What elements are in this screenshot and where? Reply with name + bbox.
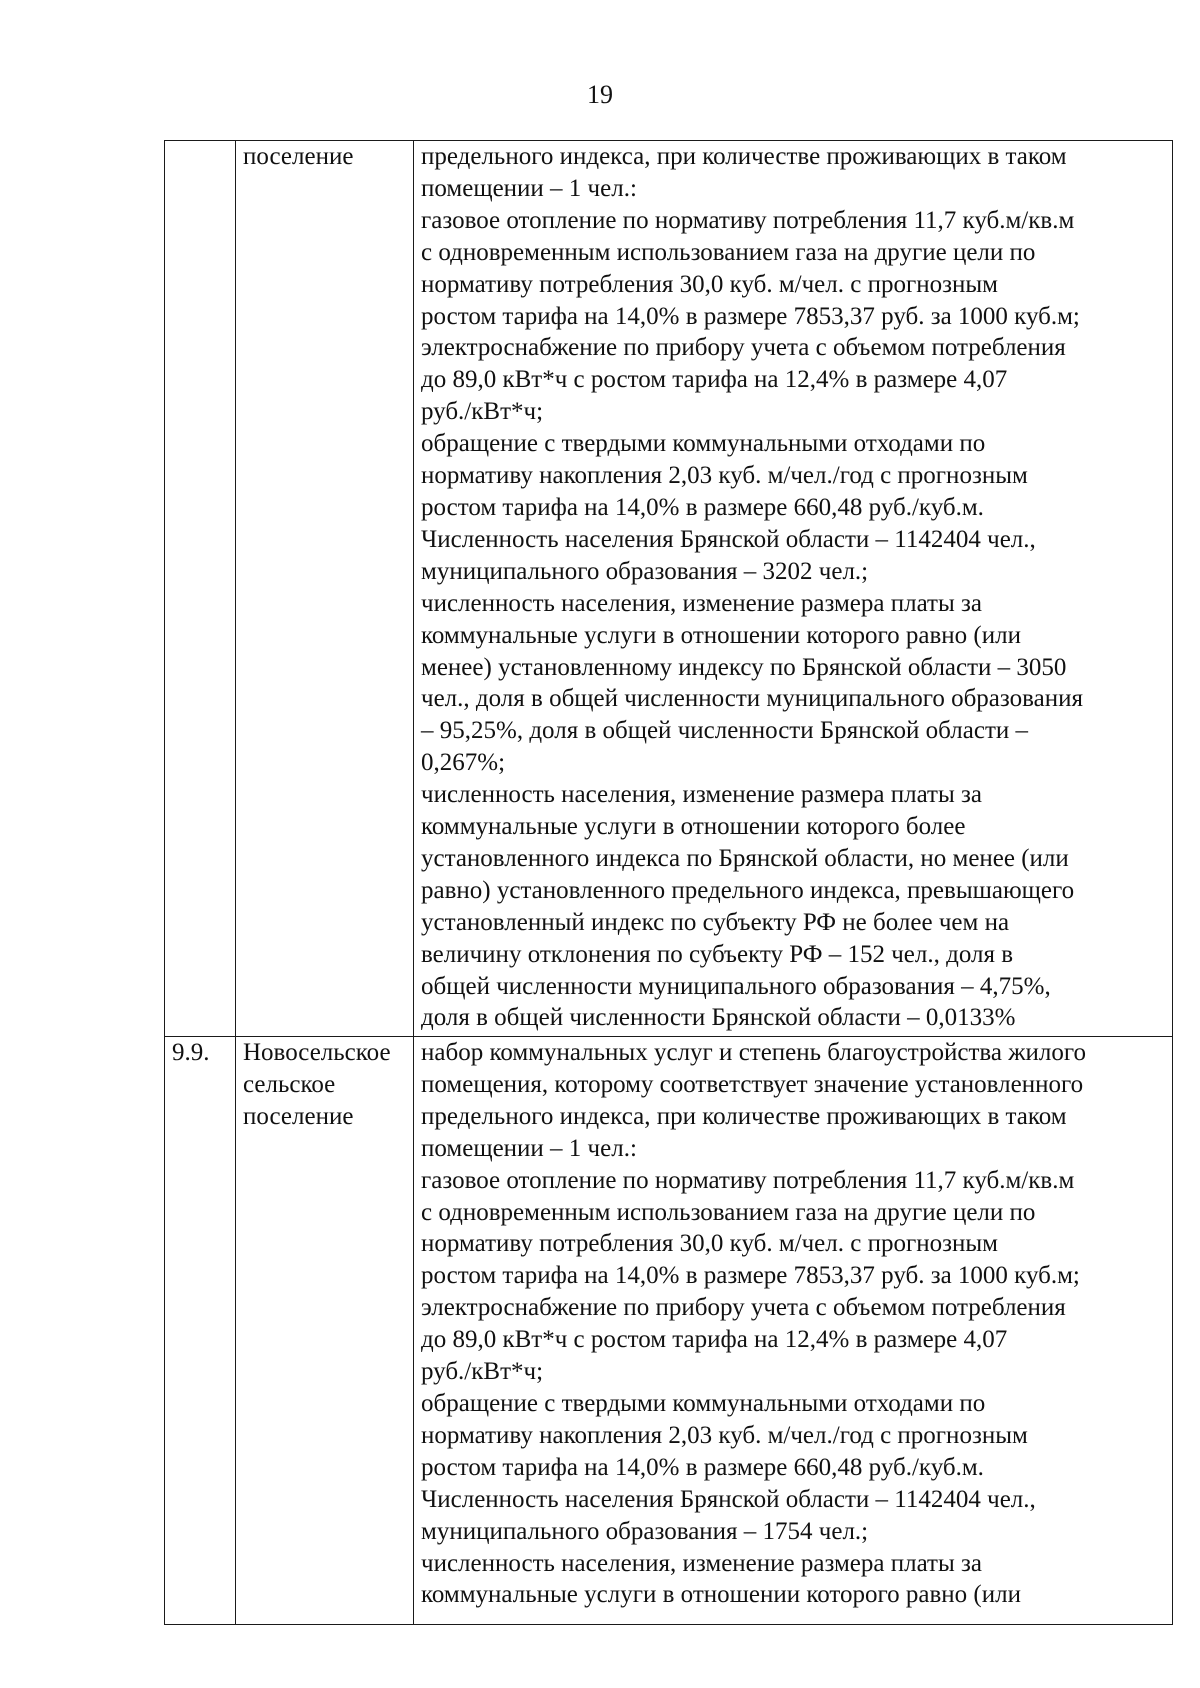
- text-line: помещения, которому соответствует значение установленного: [421, 1070, 1084, 1098]
- text-line: муниципального образования – 3202 чел.;: [421, 557, 869, 585]
- text-line: обращение с твердыми коммунальными отходами по: [421, 1389, 986, 1417]
- text-line: величину отклонения по субъекту РФ – 152 чел., доля в: [421, 940, 1014, 968]
- text-line: нормативу потребления 30,0 куб. м/чел. с прогнозным: [421, 1230, 998, 1258]
- text-line: ростом тарифа на 14,0% в размере 660,48 руб./куб.м.: [421, 493, 984, 521]
- text-line: равно) установленного предельного индекса, превышающего: [421, 876, 1075, 904]
- text-line: ростом тарифа на 14,0% в размере 7853,37 руб. за 1000 куб.м;: [421, 302, 1080, 330]
- text-line: электроснабжение по прибору учета с объемом потребления: [421, 1294, 1066, 1322]
- tariff-table: [164, 140, 1173, 1625]
- text-line: с одновременным использованием газа на другие цели по: [421, 238, 1036, 266]
- text-line: ростом тарифа на 14,0% в размере 660,48 руб./куб.м.: [421, 1453, 984, 1481]
- text-line: нормативу накопления 2,03 куб. м/чел./год с прогнозным: [421, 462, 1028, 490]
- text-line: электроснабжение по прибору учета с объемом потребления: [421, 334, 1066, 362]
- text-line: менее) установленному индексу по Брянской области – 3050: [421, 653, 1067, 681]
- text-line: помещении – 1 чел.:: [421, 174, 637, 202]
- text-line: общей численности муниципального образования – 4,75%,: [421, 972, 1051, 1000]
- table-row: [165, 141, 1173, 1037]
- text-line: 0,267%;: [421, 749, 506, 777]
- text-line: нормативу накопления 2,03 куб. м/чел./год с прогнозным: [421, 1421, 1028, 1449]
- text-line: Численность населения Брянской области – 1142404 чел.,: [421, 525, 1036, 553]
- text-line: обращение с твердыми коммунальными отходами по: [421, 430, 986, 458]
- text-line: чел., доля в общей численности муниципального образования: [421, 685, 1083, 713]
- row-number-cell: 9.9.: [165, 1037, 236, 1625]
- text-line: коммунальные услуги в отношении которого более: [421, 813, 966, 841]
- text-line: муниципального образования – 1754 чел.;: [421, 1517, 869, 1545]
- text-line: коммунальные услуги в отношении которого равно (или: [421, 1581, 1021, 1609]
- page-number: 19: [587, 80, 613, 109]
- text-line: установленного индекса по Брянской области, но менее (или: [421, 844, 1069, 872]
- text-line: коммунальные услуги в отношении которого равно (или: [421, 621, 1021, 649]
- text-line: предельного индекса, при количестве проживающих в таком: [421, 143, 1067, 170]
- text-line: до 89,0 кВт*ч с ростом тарифа на 12,4% в размере 4,07: [421, 1326, 1008, 1354]
- text-line: набор коммунальных услуг и степень благоустройства жилого: [421, 1039, 1086, 1066]
- text-line: газовое отопление по нормативу потребления 11,7 куб.м/кв.м: [421, 206, 1075, 234]
- text-line: нормативу потребления 30,0 куб. м/чел. с прогнозным: [421, 270, 998, 298]
- description-cell: [414, 141, 1173, 1037]
- settlement-name-line: поселение: [243, 143, 354, 170]
- text-line: – 95,25%, доля в общей численности Брянской области –: [421, 717, 1028, 745]
- text-line: помещении – 1 чел.:: [421, 1134, 637, 1162]
- settlement-name-line: Новосельское: [243, 1039, 391, 1066]
- text-line: с одновременным использованием газа на другие цели по: [421, 1198, 1036, 1226]
- text-line: численность населения, изменение размера платы за: [421, 589, 982, 617]
- text-line: предельного индекса, при количестве проживающих в таком: [421, 1102, 1067, 1130]
- text-line: Численность населения Брянской области – 1142404 чел.,: [421, 1485, 1036, 1513]
- text-line: установленный индекс по субъекту РФ не более чем на: [421, 908, 1010, 936]
- settlement-name-cell: [236, 141, 414, 1037]
- text-line: газовое отопление по нормативу потребления 11,7 куб.м/кв.м: [421, 1166, 1075, 1194]
- description-cell: [414, 1037, 1173, 1625]
- text-line: до 89,0 кВт*ч с ростом тарифа на 12,4% в размере 4,07: [421, 366, 1008, 394]
- settlement-name-cell: [236, 1037, 414, 1625]
- row-number-cell: [165, 141, 236, 1037]
- settlement-name-line: поселение: [243, 1102, 354, 1130]
- table-row: [165, 1037, 1173, 1625]
- text-line: руб./кВт*ч;: [421, 1358, 544, 1386]
- text-line: доля в общей численности Брянской области – 0,0133%: [421, 1004, 1016, 1032]
- text-line: численность населения, изменение размера платы за: [421, 781, 982, 809]
- text-line: численность населения, изменение размера платы за: [421, 1549, 982, 1577]
- text-line: руб./кВт*ч;: [421, 398, 544, 426]
- settlement-name-line: сельское: [243, 1070, 336, 1098]
- text-line: ростом тарифа на 14,0% в размере 7853,37 руб. за 1000 куб.м;: [421, 1262, 1080, 1290]
